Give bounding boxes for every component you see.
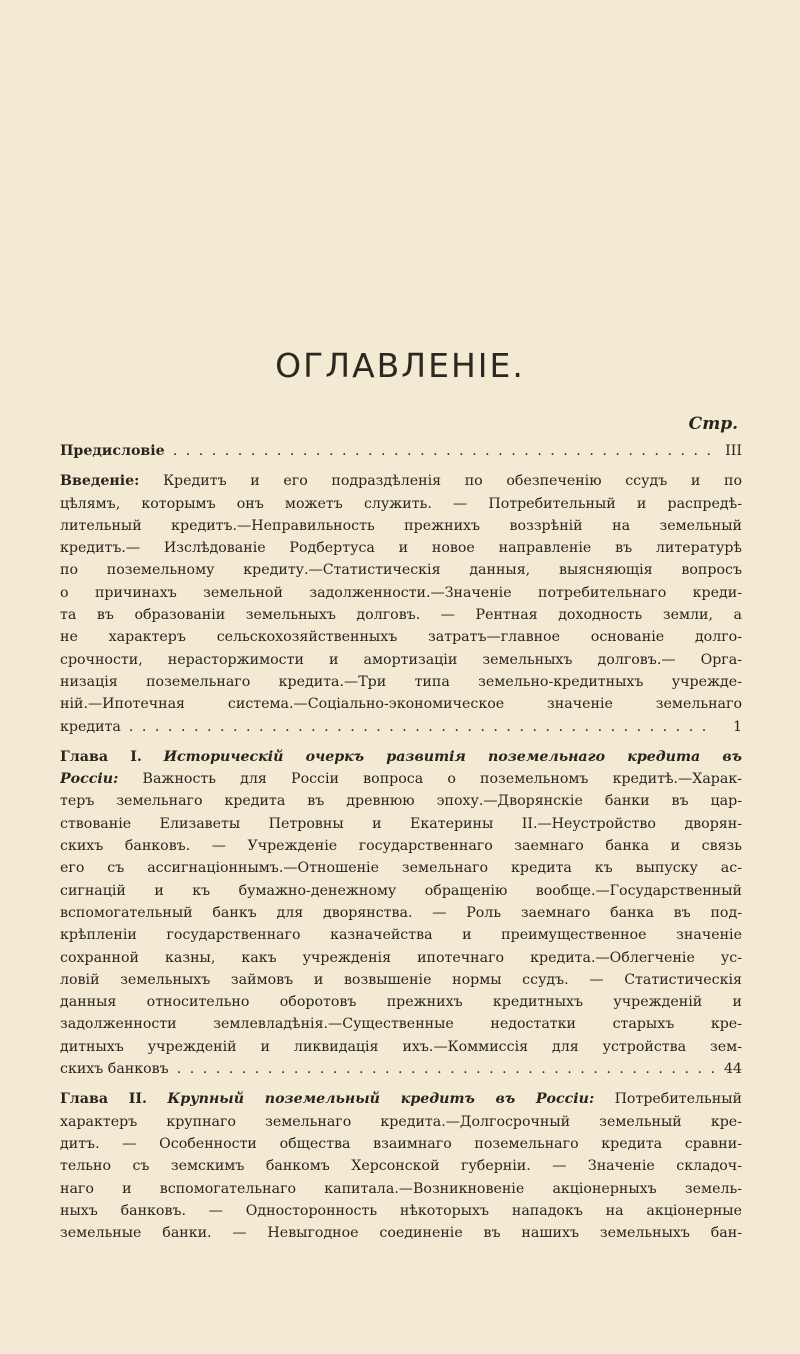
leader-dots (177, 1058, 714, 1080)
chapter-title: Крупный поземельный кредитъ въ Россіи: (167, 1091, 595, 1108)
entry-line: сигнацій и къ бумажно-денежному обращенію вообще.—Государственный (60, 882, 742, 899)
toc-entry-chapter-2 (60, 1088, 742, 1244)
entry-line: по поземельному кредиту.—Статистическія данныя, выясняющія вопросъ (60, 562, 742, 579)
entry-line: о причинахъ земельной задолженности.—Значеніе потребительнаго креди- (60, 584, 742, 601)
entry-heading: Глава II. (60, 1091, 147, 1108)
entry-line: кредитъ.— Изслѣдованіе Родбертуса и новое направленіе въ литературѣ (60, 540, 742, 557)
chapter-title-cont: Россіи: (60, 771, 119, 788)
page-number: III (725, 443, 742, 459)
entry-line: ній.—Ипотечная система.—Соціально-экономическое значеніе земельнаго (60, 696, 742, 713)
entry-line: цѣлямъ, которымъ онъ можетъ служить. — Потребительный и распредѣ- (60, 495, 742, 512)
table-of-contents (60, 440, 742, 1252)
toc-entry-introduction (60, 470, 742, 738)
page-title: ОГЛАВЛЕНІЕ. (275, 346, 525, 385)
entry-line: крѣпленіи государственнаго казначейства и преимущественное значеніе (60, 927, 742, 944)
entry-line: ловій земельныхъ займовъ и возвышеніе нормы ссудъ. — Статистическія (60, 971, 742, 988)
entry-line: ствованіе Елизаветы Петровны и Екатерины II.—Неустройство дворян- (60, 815, 742, 832)
entry-line: земельные банки. — Невыгодное соединеніе въ нашихъ земельныхъ бан- (60, 1225, 742, 1242)
entry-heading: Введеніе: (60, 473, 140, 490)
entry-line: та въ образованіи земельныхъ долговъ. — Рентная доходность земли, а (60, 607, 742, 624)
entry-line: дитныхъ учрежденій и ликвидація ихъ.—Коммиссія для устройства зем- (60, 1038, 742, 1055)
entry-line: дитъ. — Особенности общества взаимнаго поземельнаго кредита сравни- (60, 1135, 742, 1152)
toc-entry-chapter-1 (60, 746, 742, 1080)
entry-line: скихъ банковъ. — Учрежденіе государственнаго заемнаго банка и связь (60, 838, 742, 855)
entry-line: характеръ крупнаго земельнаго кредита.—Долгосрочный земельный кре- (60, 1113, 742, 1130)
entry-line: теръ земельнаго кредита въ древнюю эпоху.—Дворянскіе банки въ цар- (60, 793, 742, 810)
toc-entry-preface (60, 440, 742, 462)
chapter-title: Историческій очеркъ развитія поземельнаго кредита въ (163, 748, 742, 765)
entry-last-line: скихъ банковъ (60, 1061, 169, 1078)
page-column-header: Стр. (688, 414, 738, 434)
entry-line: лительный кредитъ.—Неправильность прежнихъ воззрѣній на земельный (60, 517, 742, 534)
entry-line: Россіи: Важность для Россіи вопроса о поземельномъ кредитѣ.—Харак- (60, 771, 742, 788)
entry-line: сохранной казны, какъ учрежденія ипотечнаго кредита.—Облегченіе ус- (60, 949, 742, 966)
leader-dots (129, 716, 714, 738)
entry-line: не характеръ сельскохозяйственныхъ затратъ—главное основаніе долго- (60, 629, 742, 646)
entry-line: его съ ассигнаціоннымъ.—Отношеніе земельнаго кредита къ выпуску ас- (60, 860, 742, 877)
entry-line: ныхъ банковъ. — Односторонность нѣкоторыхъ нападокъ на акціонерные (60, 1202, 742, 1219)
entry-line: Введеніе: Кредитъ и его подраздѣленія по обезпеченію ссудъ и по (60, 473, 742, 490)
page-number: 1 (732, 718, 742, 735)
entry-heading: Предисловіе (60, 443, 165, 459)
entry-line: срочности, нерасторжимости и амортизаціи земельныхъ долговъ.— Орга- (60, 651, 742, 668)
leader-dots (173, 440, 714, 462)
entry-line: наго и вспомогательнаго капитала.—Возникновеніе акціонерныхъ земель- (60, 1180, 742, 1197)
page-number: 44 (723, 1061, 742, 1078)
entry-line: тельно съ земскимъ банкомъ Херсонской губерніи. — Значеніе складоч- (60, 1158, 742, 1175)
entry-line: вспомогательный банкъ для дворянства. — Роль заемнаго банка въ под- (60, 904, 742, 921)
entry-last-line: кредита (60, 718, 121, 735)
entry-line: задолженности землевладѣнія.—Существенные недостатки старыхъ кре- (60, 1016, 742, 1033)
entry-line (60, 746, 742, 768)
entry-line: данныя относительно оборотовъ прежнихъ кредитныхъ учрежденій и (60, 994, 742, 1011)
entry-heading: Глава I. (60, 748, 142, 765)
entry-line: Глава II. Крупный поземельный кредитъ въ Россіи: Потребительный (60, 1091, 742, 1108)
entry-line: низація поземельнаго кредита.—Три типа земельно-кредитныхъ учрежде- (60, 673, 742, 690)
